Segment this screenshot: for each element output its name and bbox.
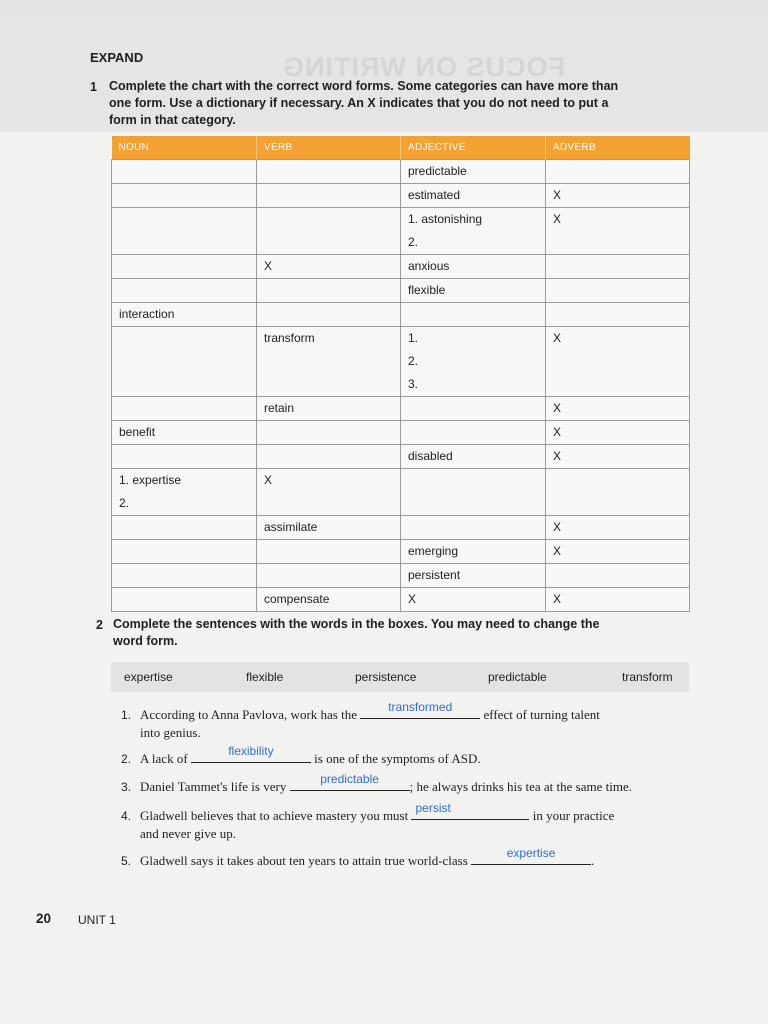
header-noun: NOUN: [112, 136, 257, 160]
chart-cell-noun[interactable]: [112, 421, 257, 445]
word-box-item: predictable: [488, 670, 547, 684]
chart-row: [112, 303, 690, 327]
chart-cell-line: 2.: [408, 235, 419, 249]
chart-cell-line: predictable: [408, 164, 467, 178]
chart-cell-line: [119, 184, 249, 207]
sentence-5-after: .: [591, 853, 595, 868]
chart-cell-line: [264, 208, 393, 231]
sentence-4-number: 4.: [121, 809, 132, 823]
chart-cell-line: [264, 303, 393, 326]
sentence-4-blank[interactable]: [411, 801, 529, 820]
chart-cell-line: X: [264, 259, 273, 273]
chart-row: [112, 540, 690, 564]
sentence-1-after: effect of turning talent: [483, 707, 600, 722]
chart-cell-line: X: [553, 212, 562, 226]
exercise-1-instruction-line: Complete the chart with the correct word forms. Some categories can have more than: [109, 79, 619, 93]
exercise-1-instructions: [109, 78, 618, 129]
chart-cell-line: X: [264, 473, 273, 487]
chart-cell-line: [119, 160, 249, 183]
chart-cell-adverb[interactable]: [546, 421, 690, 445]
chart-cell-line: [119, 327, 249, 350]
chart-cell-noun[interactable]: [112, 160, 257, 184]
chart-cell-line: benefit: [119, 425, 156, 439]
chart-cell-adverb[interactable]: [546, 184, 690, 208]
chart-cell-line: interaction: [119, 307, 175, 321]
chart-cell-adjective[interactable]: [401, 445, 546, 469]
chart-cell-adverb[interactable]: [546, 255, 690, 279]
chart-cell-line: [264, 564, 393, 587]
exercise-2-instruction-line: word form.: [113, 634, 178, 648]
sentence-3-number: 3.: [121, 780, 132, 794]
chart-cell-line: [553, 255, 682, 278]
chart-row: [112, 397, 690, 421]
chart-row: [112, 516, 690, 540]
chart-cell-noun[interactable]: [112, 279, 257, 303]
header-adverb: ADVERB: [546, 136, 690, 160]
sentence-3-blank[interactable]: [290, 772, 410, 791]
unit-label: UNIT 1: [78, 913, 116, 927]
chart-cell-verb[interactable]: [257, 327, 401, 397]
chart-cell-line: [119, 208, 249, 231]
chart-row: [112, 421, 690, 445]
chart-cell-adjective[interactable]: [401, 208, 546, 255]
chart-cell-line: [408, 397, 538, 420]
sentence-3-after: ; he always drinks his tea at the same time.: [409, 779, 632, 794]
chart-body: [112, 160, 690, 612]
chart-cell-verb[interactable]: [257, 279, 401, 303]
chart-cell-line: assimilate: [264, 520, 318, 534]
chart-row: [112, 588, 690, 612]
chart-header-row: [112, 136, 690, 160]
chart-row: [112, 255, 690, 279]
sentence-1-blank[interactable]: [360, 700, 480, 719]
chart-cell-line: [119, 588, 249, 611]
chart-cell-line: flexible: [408, 283, 446, 297]
chart-cell-adjective[interactable]: [401, 540, 546, 564]
chart-cell-adjective[interactable]: [401, 255, 546, 279]
chart-cell-line: X: [553, 188, 562, 202]
chart-cell-adjective[interactable]: [401, 303, 546, 327]
chart-cell-verb[interactable]: [257, 303, 401, 327]
chart-cell-line: X: [553, 449, 562, 463]
chart-cell-adverb[interactable]: [546, 160, 690, 184]
chart-cell-line: [264, 279, 393, 302]
chart-cell-line: retain: [264, 401, 295, 415]
chart-cell-adjective[interactable]: [401, 588, 546, 612]
chart-cell-verb[interactable]: [257, 421, 401, 445]
sentence-1: [140, 700, 700, 742]
sentence-5-blank[interactable]: [471, 846, 591, 865]
chart-cell-line: [553, 160, 682, 183]
chart-cell-verb[interactable]: [257, 564, 401, 588]
chart-cell-line: [119, 397, 249, 420]
sentence-5-before: Gladwell says it takes about ten years to attain true world-class: [140, 853, 468, 868]
chart-cell-line: [264, 421, 393, 444]
chart-cell-line: [553, 303, 682, 326]
chart-cell-line: X: [553, 401, 562, 415]
chart-cell-line: 1.: [408, 331, 419, 345]
chart-cell-verb[interactable]: [257, 445, 401, 469]
chart-cell-adjective[interactable]: [401, 421, 546, 445]
chart-cell-adverb[interactable]: [546, 516, 690, 540]
chart-cell-line: 1. astonishing: [408, 212, 483, 226]
exercise-2-number: 2: [96, 618, 103, 632]
chart-cell-line: 2.: [408, 354, 419, 368]
show-through-watermark: FOCUS ON WRITING: [282, 52, 565, 82]
chart-cell-adverb[interactable]: [546, 445, 690, 469]
chart-cell-line: X: [553, 592, 562, 606]
workbook-page: [0, 14, 768, 1024]
sentence-2-number: 2.: [121, 752, 132, 766]
chart-row: [112, 208, 690, 255]
chart-row: [112, 327, 690, 397]
chart-cell-adjective[interactable]: [401, 279, 546, 303]
header-verb: VERB: [257, 136, 401, 160]
chart-cell-adjective[interactable]: [401, 327, 546, 397]
chart-cell-line: [553, 279, 682, 302]
chart-cell-line: [119, 255, 249, 278]
chart-cell-line: [119, 279, 249, 302]
chart-row: [112, 160, 690, 184]
chart-cell-adverb[interactable]: [546, 588, 690, 612]
chart-cell-line: estimated: [408, 188, 461, 202]
chart-cell-line: compensate: [264, 592, 330, 606]
chart-cell-verb[interactable]: [257, 540, 401, 564]
chart-cell-line: persistent: [408, 568, 461, 582]
chart-cell-line: [408, 469, 538, 492]
chart-cell-line: [264, 540, 393, 563]
chart-row: [112, 564, 690, 588]
exercise-2-instruction-line: Complete the sentences with the words in the boxes. You may need to change the: [113, 617, 600, 631]
chart-cell-verb[interactable]: [257, 516, 401, 540]
word-forms-chart: [111, 136, 690, 612]
sentence-2-answer: flexibility: [228, 744, 274, 758]
chart-row: [112, 469, 690, 516]
chart-cell-noun[interactable]: [112, 208, 257, 255]
word-box-item: flexible: [246, 670, 284, 684]
exercise-1-instruction-line: one form. Use a dictionary if necessary. An X indicates that you do not need to put a: [109, 96, 609, 110]
chart-row: [112, 184, 690, 208]
chart-cell-line: 3.: [408, 377, 419, 391]
chart-cell-line: X: [553, 544, 562, 558]
chart-cell-line: [408, 516, 538, 539]
word-box-item: transform: [622, 670, 673, 684]
sentence-2-after: is one of the symptoms of ASD.: [314, 751, 481, 766]
chart-cell-line: [408, 421, 538, 444]
chart-cell-line: disabled: [408, 449, 453, 463]
sentence-4: [140, 801, 700, 843]
chart-cell-line: [119, 540, 249, 563]
chart-cell-line: [264, 445, 393, 468]
sentence-4-answer: persist: [415, 801, 451, 815]
chart-cell-adjective[interactable]: [401, 184, 546, 208]
exercise-1-number: 1: [90, 80, 97, 94]
chart-cell-verb[interactable]: [257, 588, 401, 612]
chart-cell-line: [408, 303, 538, 326]
chart-cell-line: transform: [264, 331, 315, 345]
sentence-5-answer: expertise: [506, 846, 556, 860]
sentence-1-answer: transformed: [388, 700, 453, 714]
chart-cell-adjective[interactable]: [401, 564, 546, 588]
chart-cell-line: X: [553, 520, 562, 534]
chart-cell-verb[interactable]: [257, 184, 401, 208]
chart-cell-line: X: [553, 331, 562, 345]
sentence-5: [140, 846, 700, 870]
chart-cell-noun[interactable]: [112, 564, 257, 588]
chart-cell-noun[interactable]: [112, 327, 257, 397]
chart-cell-line: X: [408, 592, 417, 606]
chart-cell-noun[interactable]: [112, 445, 257, 469]
sentence-5-number: 5.: [121, 854, 132, 868]
sentence-3: [140, 772, 700, 796]
chart-cell-line: 2.: [119, 496, 130, 510]
word-box-item: persistence: [355, 670, 417, 684]
chart-cell-line: [264, 184, 393, 207]
sentence-1-line2: into genius.: [140, 725, 201, 740]
header-adjective: ADJECTIVE: [401, 136, 546, 160]
exercise-2-instructions: [113, 616, 599, 650]
chart-cell-line: X: [553, 425, 562, 439]
chart-cell-adverb[interactable]: [546, 564, 690, 588]
chart-cell-adjective[interactable]: [401, 160, 546, 184]
sentence-3-before: Daniel Tammet's life is very: [140, 779, 287, 794]
chart-cell-noun[interactable]: [112, 255, 257, 279]
word-box-item: expertise: [124, 670, 173, 684]
chart-cell-noun[interactable]: [112, 469, 257, 516]
chart-cell-noun[interactable]: [112, 303, 257, 327]
chart-cell-adverb[interactable]: [546, 208, 690, 255]
chart-cell-adverb[interactable]: [546, 540, 690, 564]
chart-cell-noun[interactable]: [112, 516, 257, 540]
chart-cell-noun[interactable]: [112, 184, 257, 208]
chart-cell-adverb[interactable]: [546, 279, 690, 303]
chart-cell-adjective[interactable]: [401, 469, 546, 516]
chart-cell-adverb[interactable]: [546, 303, 690, 327]
chart-cell-adverb[interactable]: [546, 397, 690, 421]
chart-cell-adjective[interactable]: [401, 516, 546, 540]
chart-cell-line: [553, 469, 682, 492]
chart-cell-noun[interactable]: [112, 540, 257, 564]
page-number: 20: [36, 911, 52, 926]
chart-cell-adverb[interactable]: [546, 327, 690, 397]
chart-cell-verb[interactable]: [257, 397, 401, 421]
sentence-1-before: According to Anna Pavlova, work has the: [140, 707, 357, 722]
chart-cell-adverb[interactable]: [546, 469, 690, 516]
chart-cell-noun[interactable]: [112, 397, 257, 421]
chart-cell-line: [119, 445, 249, 468]
chart-cell-adjective[interactable]: [401, 397, 546, 421]
chart-cell-line: anxious: [408, 259, 450, 273]
sentence-2: [140, 744, 700, 768]
word-box: [111, 662, 689, 692]
chart-row: [112, 279, 690, 303]
sentence-4-line2: and never give up.: [140, 826, 237, 841]
section-title: EXPAND: [90, 50, 144, 65]
sentence-4-after: in your practice: [532, 808, 615, 823]
sentence-2-before: A lack of: [140, 751, 188, 766]
chart-cell-line: [119, 516, 249, 539]
chart-cell-verb[interactable]: [257, 469, 401, 516]
sentence-1-number: 1.: [121, 708, 132, 722]
sentence-3-answer: predictable: [320, 772, 379, 786]
chart-cell-verb[interactable]: [257, 255, 401, 279]
chart-cell-line: [119, 564, 249, 587]
chart-cell-line: [553, 564, 682, 587]
chart-cell-line: 1. expertise: [119, 473, 182, 487]
chart-cell-noun[interactable]: [112, 588, 257, 612]
chart-cell-verb[interactable]: [257, 160, 401, 184]
chart-cell-verb[interactable]: [257, 208, 401, 255]
chart-cell-line: emerging: [408, 544, 459, 558]
chart-cell-line: [264, 160, 393, 183]
sentence-2-blank[interactable]: [191, 744, 311, 763]
chart-row: [112, 445, 690, 469]
exercise-1-instruction-line: form in that category.: [109, 113, 236, 127]
sentence-4-before: Gladwell believes that to achieve mastery you must: [140, 808, 409, 823]
